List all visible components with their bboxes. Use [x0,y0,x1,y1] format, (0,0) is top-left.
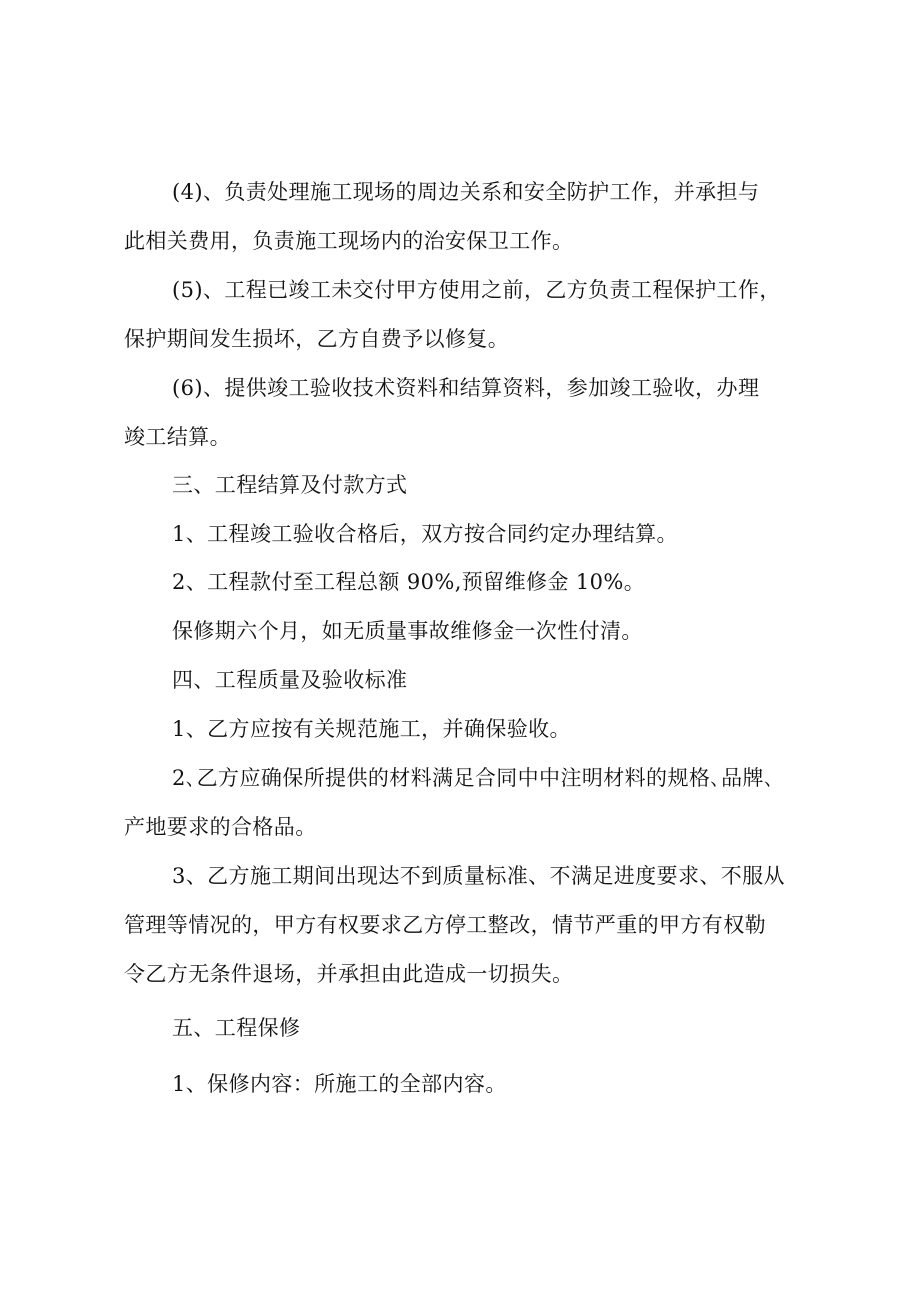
section-4-item-3-line-3: 令乙方无条件退场，并承担由此造成一切损失。 [124,962,574,986]
section-4-item-2-line-1: 2､乙方应确保所提供的材料满足合同中中注明材料的规格､品牌､ [172,766,775,790]
clause-4-line-2: 此相关费用，负责施工现场内的治安保卫工作。 [124,229,574,253]
clause-4-line-1: (4)、负责处理施工现场的周边关系和安全防护工作，并承担与 [172,180,760,204]
section-4-item-2-line-2: 产地要求的合格品。 [124,815,317,839]
section-5-heading: 五、工程保修 [172,1016,301,1040]
section-3-heading: 三、工程结算及付款方式 [172,473,408,497]
section-4-item-3-line-2: 管理等情况的，甲方有权要求乙方停工整改，情节严重的甲方有权勒 [124,913,766,937]
section-3-note: 保修期六个月，如无质量事故维修金一次性付清。 [172,619,643,643]
clause-5-line-2: 保护期间发生损坏，乙方自费予以修复。 [124,327,510,351]
section-3-item-2: 2、工程款付至工程总额 90%,预留维修金 10%。 [172,570,646,594]
section-4-item-3-line-1: 3、乙方施工期间出现达不到质量标准、不满足进度要求、不服从 [172,864,785,888]
section-4-heading: 四、工程质量及验收标准 [172,668,408,692]
clause-6-line-1: (6)、提供竣工验收技术资料和结算资料，参加竣工验收，办理 [172,376,760,400]
section-4-item-1: 1、乙方应按有关规范施工，并确保验收。 [172,717,571,741]
section-5-item-1: 1、保修内容：所施工的全部内容。 [172,1072,507,1096]
section-3-item-1: 1、工程竣工验收合格后，双方按合同约定办理结算。 [172,522,678,546]
clause-6-line-2: 竣工结算。 [124,425,231,449]
clause-5-line-1: (5)、工程已竣工未交付甲方使用之前，乙方负责工程保护工作， [172,278,781,302]
